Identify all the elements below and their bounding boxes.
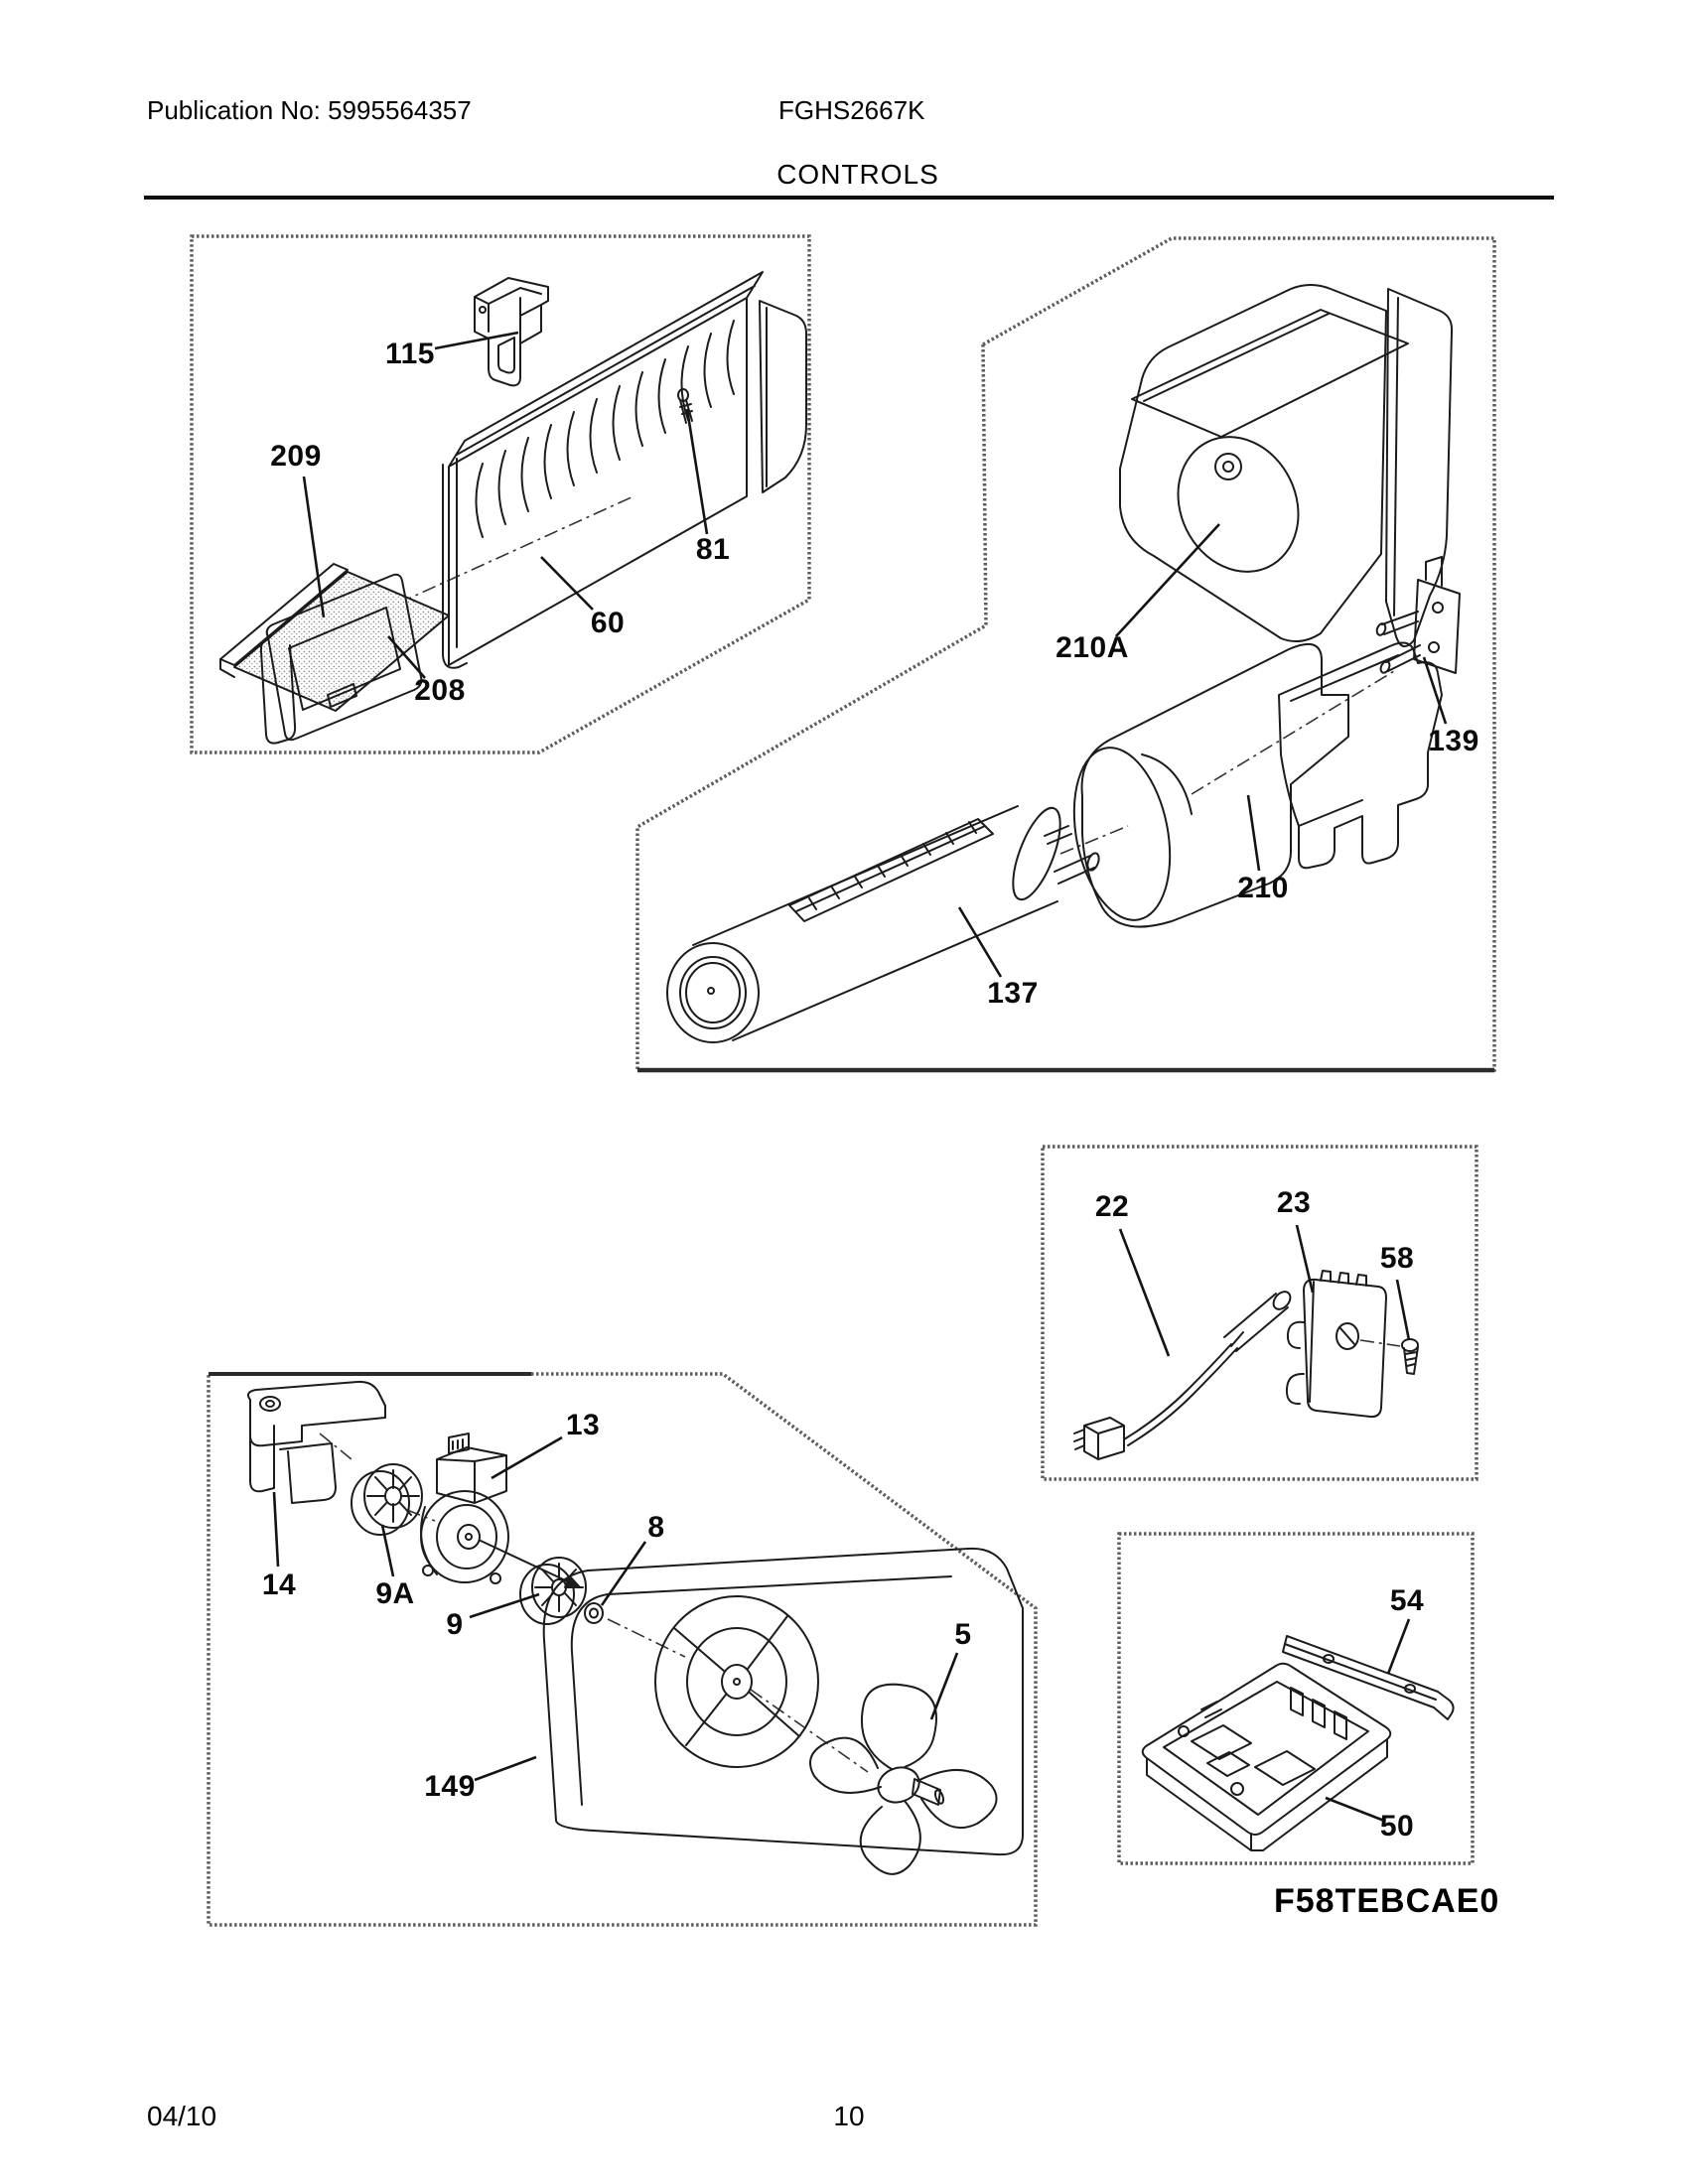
part-22-drawing [1074,1289,1294,1459]
section-title: CONTROLS [776,159,939,190]
diagram-code: F58TEBCAE0 [1274,1882,1500,1920]
part-label-209: 209 [270,440,322,473]
part-50-drawing [1143,1664,1391,1850]
part-label-8: 8 [647,1511,665,1544]
publication-number: Publication No: 5995564357 [147,95,472,125]
part-label-149: 149 [424,1770,476,1803]
part-label-9: 9 [446,1608,464,1641]
part-115-drawing [475,278,548,385]
part-label-115: 115 [385,338,435,370]
footer-page-number: 10 [833,2101,865,2131]
part-label-9A: 9A [375,1577,415,1610]
part-label-22: 22 [1094,1190,1130,1223]
part-label-13: 13 [565,1409,601,1441]
footer-revision: 04/10 [147,2101,217,2131]
part-14-drawing [248,1382,385,1503]
box-controlbox-outline [1119,1534,1473,1863]
part-9A-drawing [352,1464,422,1535]
part-label-137: 137 [987,977,1039,1010]
part-label-5: 5 [954,1618,972,1651]
part-210A-drawing [1120,285,1452,646]
part-13-drawing [421,1433,508,1583]
part-label-210: 210 [1237,872,1289,904]
part-label-54: 54 [1389,1584,1425,1617]
part-label-210A: 210A [1055,631,1129,664]
part-label-208: 208 [414,674,466,707]
part-139-drawing [1375,557,1460,674]
part-58-screw-drawing [1402,1339,1418,1374]
part-label-81: 81 [695,533,731,566]
part-label-14: 14 [261,1569,297,1601]
part-8-drawing [585,1603,603,1623]
part-23-drawing [1287,1271,1386,1417]
part-label-60: 60 [590,607,626,639]
model-number: FGHS2667K [778,95,925,125]
part-label-50: 50 [1379,1810,1415,1843]
part-81-screw-drawing [678,389,692,423]
part-149-drawing [544,1549,1023,1854]
part-label-139: 139 [1428,725,1479,757]
part-label-23: 23 [1276,1186,1312,1219]
part-label-58: 58 [1379,1242,1415,1275]
